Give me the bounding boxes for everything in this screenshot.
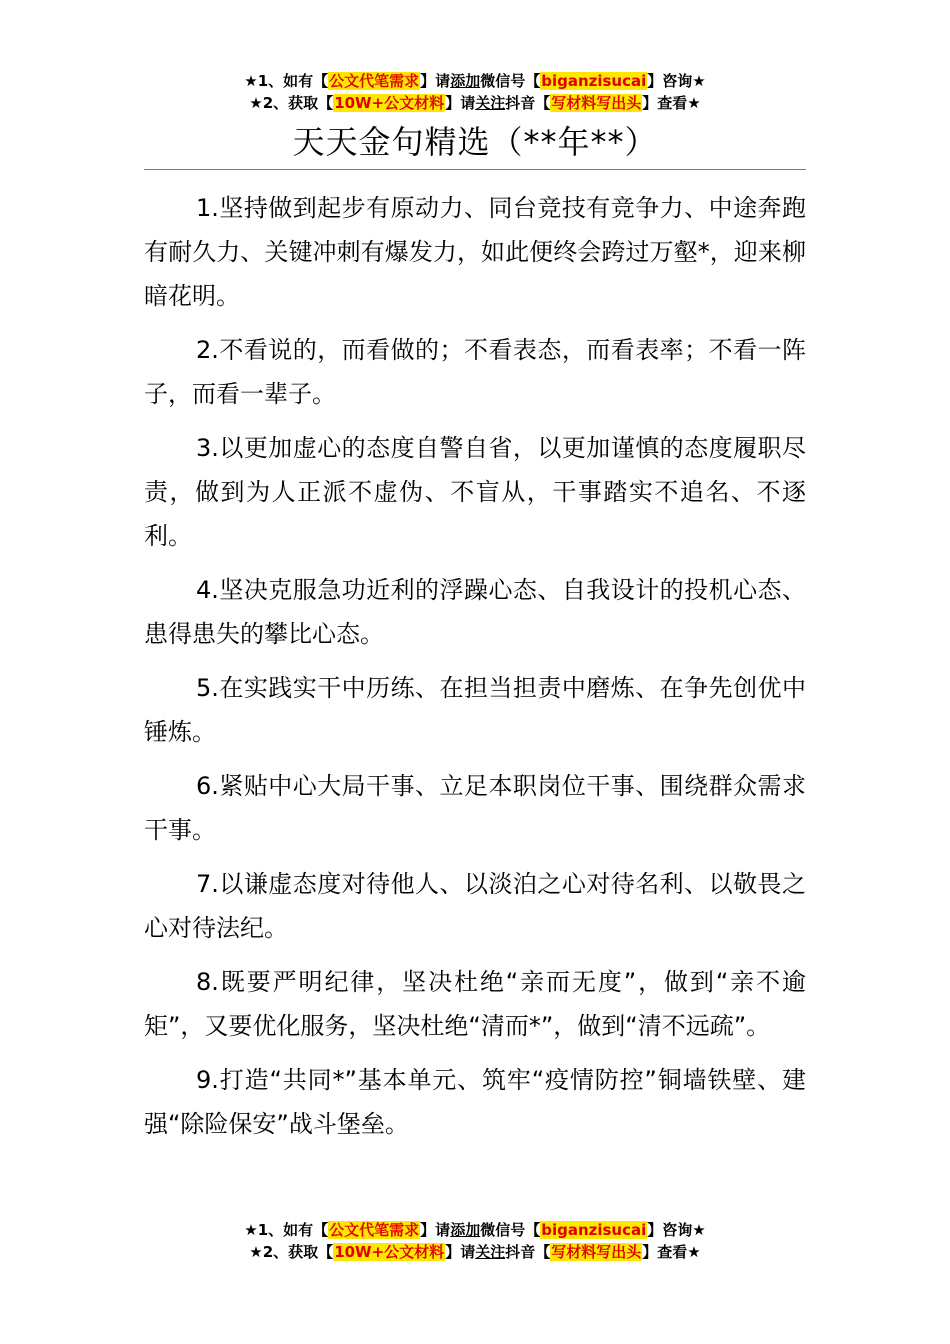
notice-text: 抖音【 [505, 1243, 551, 1261]
quote-item: 7.以谦虚态度对待他人、以淡泊之心对待名利、以敬畏之心对待法纪。 [144, 870, 806, 942]
notice-underlined: 添加 [450, 72, 481, 90]
quote-item: 2.不看说的，而看做的；不看表态，而看表率；不看一阵子，而看一辈子。 [144, 336, 806, 408]
notice-text: ★2、获取【 [249, 94, 334, 112]
header-notice [0, 70, 950, 114]
notice-underlined: 关注 [475, 94, 506, 112]
notice-text: 】请 [445, 1243, 476, 1261]
quote-item: 5.在实践实干中历练、在担当担责中磨炼、在争先创优中锤炼。 [144, 674, 806, 746]
highlight-douyin-account: 写材料写出头 [551, 1243, 642, 1261]
highlight-materials: 10W+公文材料 [334, 1243, 445, 1261]
notice-text: ★2、获取【 [249, 1243, 334, 1261]
notice-text: 】请 [420, 1221, 451, 1239]
title-divider [144, 169, 806, 170]
notice-underlined: 关注 [475, 1243, 506, 1261]
quote-item: 3.以更加虚心的态度自警自省，以更加谨慎的态度履职尽责，做到为人正派不虚伪、不盲从，干事踏实不追名、不逐利。 [144, 434, 806, 550]
quote-list [144, 186, 806, 1156]
quote-item: 6.紧贴中心大局干事、立足本职岗位干事、围绕群众需求干事。 [144, 772, 806, 844]
notice-text: 】请 [445, 94, 476, 112]
notice-text: 】咨询★ [647, 72, 706, 90]
highlight-materials: 10W+公文材料 [334, 94, 445, 112]
notice-text: 微信号【 [480, 1221, 541, 1239]
notice-text: 】查看★ [642, 94, 701, 112]
quote-item: 4.坚决克服急功近利的浮躁心态、自我设计的投机心态、患得患失的攀比心态。 [144, 576, 806, 648]
footer-notice [0, 1219, 950, 1263]
highlight-douyin-account: 写材料写出头 [551, 94, 642, 112]
notice-text: 抖音【 [505, 94, 551, 112]
highlight-service: 公文代笔需求 [329, 1221, 420, 1239]
notice-text: 】查看★ [642, 1243, 701, 1261]
notice-text: ★1、如有【 [244, 72, 329, 90]
highlight-wechat-id: biganzisucai [541, 72, 647, 90]
page-title: 天天金句精选（**年**） [292, 123, 658, 161]
notice-underlined: 添加 [450, 1221, 481, 1239]
notice-line-2 [0, 1241, 950, 1263]
notice-line-2 [0, 92, 950, 114]
notice-line-1 [0, 1219, 950, 1241]
notice-line-1 [0, 70, 950, 92]
quote-item: 9.打造“共同*”基本单元、筑牢“疫情防控”铜墙铁壁、建强“除险保安”战斗堡垒。 [144, 1066, 806, 1138]
notice-text: 微信号【 [480, 72, 541, 90]
highlight-service: 公文代笔需求 [329, 72, 420, 90]
notice-text: ★1、如有【 [244, 1221, 329, 1239]
notice-text: 】请 [420, 72, 451, 90]
quote-item: 8.既要严明纪律，坚决杜绝“亲而无度”，做到“亲不逾矩”，又要优化服务，坚决杜绝“清而*”，做到“清不远疏”。 [144, 968, 806, 1040]
highlight-wechat-id: biganzisucai [541, 1221, 647, 1239]
quote-item: 1.坚持做到起步有原动力、同台竞技有竞争力、中途奔跑有耐久力、关键冲刺有爆发力，如此便终会跨过万壑*，迎来柳暗花明。 [144, 194, 806, 310]
notice-text: 】咨询★ [647, 1221, 706, 1239]
